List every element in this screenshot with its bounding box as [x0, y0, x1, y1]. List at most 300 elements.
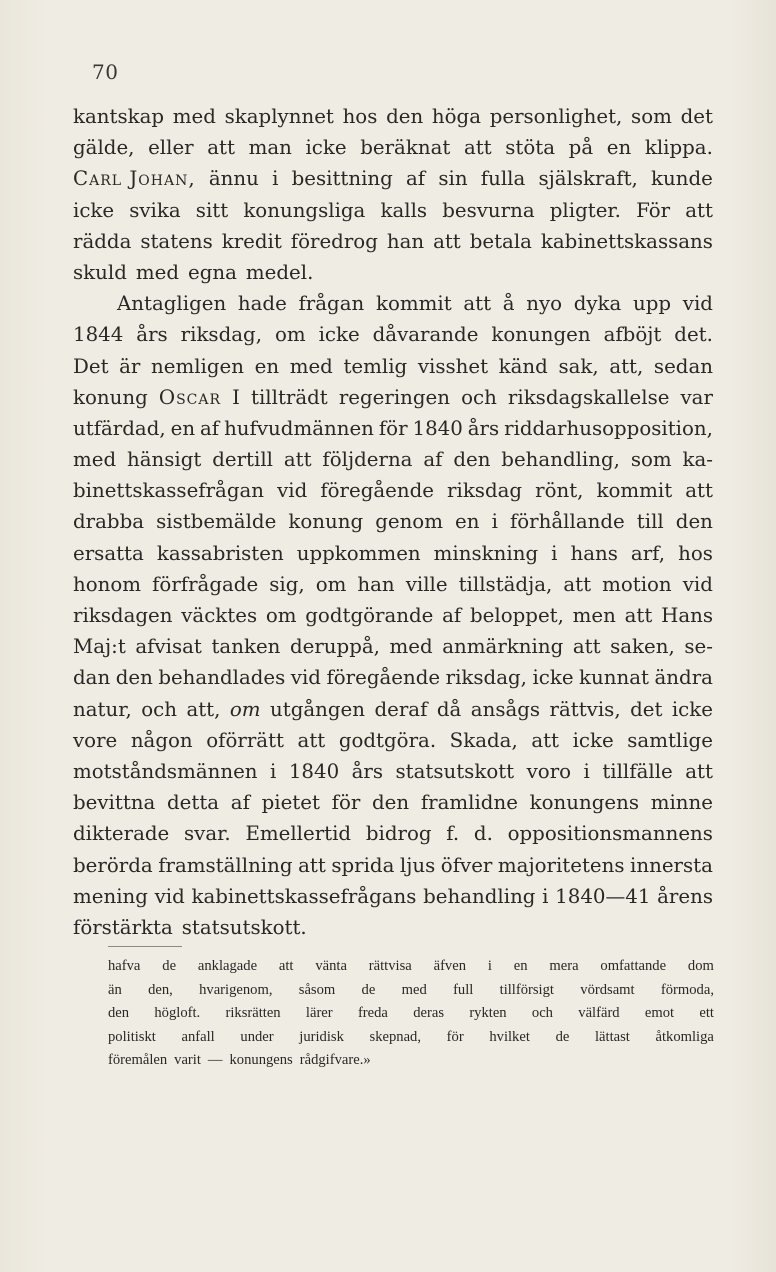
footnote-word: lättast — [595, 1028, 630, 1045]
footnote-word: — — [207, 1052, 223, 1069]
word: arf, — [630, 541, 666, 565]
word: anmärkning — [442, 635, 564, 659]
word: väcktes — [181, 604, 258, 627]
footnote-word: juridisk — [299, 1028, 344, 1045]
word: års — [467, 416, 500, 440]
word: med — [73, 448, 117, 472]
word: om — [265, 604, 297, 627]
footnote-word: full — [453, 981, 474, 998]
text-line — [73, 163, 713, 194]
word: visshet — [417, 354, 489, 378]
word: års — [136, 323, 168, 347]
footnote-word: under — [240, 1028, 274, 1045]
word: Oscar — [158, 385, 222, 409]
text-line — [73, 569, 713, 600]
word: konung — [73, 385, 148, 409]
word: vid — [290, 666, 321, 690]
word: pligter. — [549, 198, 621, 222]
word: sin — [438, 167, 468, 191]
word: en — [170, 416, 196, 440]
footnote-word: rättvisa — [368, 958, 412, 974]
word: vid — [154, 884, 185, 908]
word: personlighet, — [489, 105, 623, 128]
body-text — [73, 101, 713, 943]
text-line — [73, 538, 713, 569]
word: att — [297, 728, 326, 752]
word: det — [630, 697, 663, 721]
word: hänsigt — [127, 448, 202, 472]
word: dertill — [212, 448, 273, 472]
text-line — [73, 631, 713, 662]
word: sedan — [653, 354, 713, 378]
word: af — [423, 448, 443, 472]
word: tillfälle — [602, 759, 673, 783]
word: följderna — [322, 448, 413, 472]
word: att — [624, 604, 653, 627]
word: stöta — [505, 136, 556, 160]
word: af — [200, 416, 220, 440]
footnote-word: riksrätten — [225, 1005, 281, 1022]
word: att — [685, 479, 713, 503]
word: minne — [650, 791, 713, 815]
footnote-word: än — [108, 981, 122, 998]
word: för — [378, 416, 408, 440]
word: minskning — [433, 541, 539, 565]
footnote-word: omfattande — [600, 958, 667, 974]
footnote-word: deras — [413, 1005, 445, 1022]
word: frågan — [298, 292, 365, 316]
word: hos — [678, 541, 713, 565]
text-line — [73, 787, 713, 818]
word: temlig — [343, 354, 408, 378]
text-line — [73, 850, 713, 881]
footnote-word: den, — [148, 981, 173, 998]
word: någon — [130, 728, 193, 752]
word: detta — [167, 791, 220, 815]
word: i — [272, 167, 279, 191]
word: af — [230, 791, 250, 815]
footnote-word: välfärd — [578, 1005, 620, 1022]
word: sistbemälde — [156, 510, 277, 534]
text-line — [73, 912, 713, 943]
word: kabinettskassefrågans — [191, 884, 417, 908]
footnote-word: konungens — [229, 1052, 293, 1069]
word: var — [680, 385, 713, 409]
word: medel. — [245, 260, 314, 284]
word: vid — [682, 292, 713, 316]
text-line — [73, 382, 713, 413]
word: konungens — [529, 791, 640, 815]
word: det — [680, 105, 713, 128]
footnote-word: åtkomliga — [655, 1028, 714, 1045]
word: tillträdt — [251, 385, 328, 409]
word: en — [606, 136, 632, 160]
word: som — [630, 448, 672, 472]
word: men — [572, 604, 616, 627]
footnote-word: med — [401, 981, 427, 998]
word: saken, — [610, 635, 675, 659]
word: dikterade — [73, 822, 170, 846]
footnote-word: en — [513, 958, 528, 974]
word: föregående — [320, 479, 434, 503]
word: honom — [73, 572, 142, 596]
word: ka- — [682, 448, 713, 472]
word: känd — [498, 354, 548, 378]
word: att — [433, 229, 461, 253]
footnote-word: rådgifvare.» — [299, 1052, 371, 1069]
word: 1844 — [73, 323, 124, 347]
word: års — [351, 759, 384, 783]
word: Skada, — [449, 728, 518, 752]
word: att — [207, 136, 235, 160]
word: och — [461, 385, 497, 409]
word: gälde, — [73, 136, 135, 160]
footnote-word: mera — [549, 958, 579, 974]
word: med — [172, 105, 216, 128]
text-line — [73, 475, 713, 506]
footnote-word: de — [162, 958, 177, 974]
word: föredrog — [290, 229, 378, 253]
word: kabinettskassans — [540, 229, 713, 253]
word: riksdag — [447, 479, 523, 503]
word: om — [315, 572, 347, 596]
page-number: 70 — [92, 60, 119, 84]
word: kunnat — [579, 666, 649, 690]
word: motståndsmännen — [73, 759, 258, 783]
word: behandlades — [158, 666, 286, 690]
word: om — [229, 697, 261, 721]
word: att, — [186, 697, 221, 721]
word: förhållande — [509, 510, 625, 534]
word: binettskassefrågan — [73, 479, 265, 503]
word: det. — [674, 323, 713, 347]
text-line — [73, 351, 713, 382]
word: att — [563, 572, 592, 596]
word: Det — [73, 354, 109, 378]
word: framlidne — [420, 791, 518, 815]
word: han — [386, 229, 425, 253]
footnote-word: anklagade — [197, 958, 258, 974]
footnote-word: politiskt — [108, 1028, 156, 1045]
text-line — [73, 506, 713, 537]
word: oförrätt — [206, 728, 284, 752]
word: rättvis, — [549, 697, 621, 721]
word: den — [453, 448, 491, 472]
word: till — [636, 510, 664, 534]
word: eller — [148, 136, 194, 160]
footnote-word: högloft. — [154, 1005, 201, 1022]
word: att, — [609, 354, 644, 378]
word: kommit — [596, 479, 673, 503]
text-line — [73, 132, 713, 163]
footnote-word: hvarigenom, — [199, 981, 273, 998]
word: besvurna — [442, 198, 535, 222]
word: den — [115, 666, 153, 690]
footnote-word: äfven — [433, 958, 467, 974]
word: dåvarande — [372, 323, 479, 347]
word: hufvudmännen — [224, 416, 374, 440]
text-line — [73, 257, 713, 288]
word: riksdagskallelse — [507, 385, 670, 409]
text-line — [73, 319, 713, 350]
word: svika — [129, 198, 181, 222]
word: i — [551, 541, 558, 565]
footnote-word: lärer — [305, 1005, 333, 1022]
word: dan — [73, 666, 111, 690]
word: förstärkta — [73, 915, 173, 939]
word: den — [372, 791, 410, 815]
word: Carl Johan, — [73, 167, 196, 191]
word: bevittna — [73, 791, 156, 815]
word: ville — [405, 572, 448, 596]
word: i — [542, 884, 549, 908]
word: öfver — [440, 853, 493, 877]
word: I — [232, 385, 240, 409]
word: icke — [318, 323, 360, 347]
word: hans — [570, 541, 618, 565]
word: kredit — [221, 229, 282, 253]
word: höga — [431, 105, 481, 128]
word: om — [274, 323, 306, 347]
word: svar. — [184, 822, 231, 846]
footnote-word: ett — [699, 1005, 714, 1022]
word: den — [386, 105, 424, 128]
word: kassabristen — [156, 541, 284, 565]
footnote — [108, 955, 714, 1073]
word: betala — [469, 229, 532, 253]
word: uppkommen — [296, 541, 421, 565]
word: själskraft, — [538, 167, 638, 191]
word: tillstädja, — [458, 572, 553, 596]
word: sitt — [195, 198, 229, 222]
word: statens — [140, 229, 213, 253]
word: riksdag, — [445, 666, 527, 690]
word: beloppet, — [470, 604, 564, 627]
word: ännu — [208, 167, 259, 191]
footnote-word: rykten — [469, 1005, 507, 1022]
word: f. — [446, 822, 460, 846]
word: berörda — [73, 853, 153, 877]
footnote-word: anfall — [181, 1028, 215, 1045]
word: den — [675, 510, 713, 534]
word: riksdagen — [73, 604, 173, 627]
word: att — [463, 136, 492, 160]
word: deruppå, — [289, 635, 380, 659]
word: sprida — [331, 853, 395, 877]
word: konungen — [491, 323, 591, 347]
word: 1840 — [288, 759, 340, 783]
word: med — [135, 260, 180, 284]
word: motion — [602, 572, 672, 596]
word: i — [491, 510, 498, 534]
word: vid — [682, 572, 713, 596]
word: sig, — [269, 572, 305, 596]
word: innersta — [630, 853, 713, 877]
word: att — [463, 292, 492, 316]
word: beräknat — [360, 136, 451, 160]
text-line — [73, 413, 713, 444]
word: icke — [305, 136, 347, 160]
footnote-word: de — [555, 1028, 570, 1045]
footnote-word: vördsamt — [580, 981, 635, 998]
footnote-word: i — [487, 958, 492, 974]
word: Emellertid — [245, 822, 352, 846]
word: föregående — [326, 666, 441, 690]
word: å — [502, 292, 515, 316]
word: regeringen — [338, 385, 451, 409]
word: voro — [526, 759, 572, 783]
word: för — [331, 791, 361, 815]
word: egna — [188, 260, 237, 284]
word: icke — [572, 728, 614, 752]
word: För — [636, 198, 671, 222]
footnote-word: föremålen — [108, 1052, 168, 1069]
word: Antagligen — [117, 292, 227, 316]
word: godtgörande — [305, 604, 434, 627]
word: framställning — [158, 853, 293, 877]
word: ersatta — [73, 541, 144, 565]
word: riddarhusopposition, — [504, 416, 713, 440]
word: deraf — [374, 697, 428, 721]
word: i — [583, 759, 590, 783]
word: statsutskott. — [181, 915, 307, 939]
word: sak, — [558, 354, 599, 378]
footnote-word: freda — [357, 1005, 388, 1022]
word: mening — [73, 884, 148, 908]
word: afböjt — [603, 323, 662, 347]
word: att — [685, 198, 713, 222]
text-line — [73, 662, 713, 693]
word: majoritetens — [497, 853, 625, 877]
word: att — [298, 853, 326, 877]
word: ansågs — [470, 697, 541, 721]
text-line — [73, 226, 713, 257]
word: skaplynnet — [224, 105, 334, 128]
word: riksdag, — [180, 323, 262, 347]
text-line — [73, 881, 713, 912]
word: en — [254, 354, 280, 378]
footnote-word: de — [361, 981, 376, 998]
word: att — [685, 759, 713, 783]
footnote-word: den — [108, 1005, 130, 1022]
footnote-word: emot — [644, 1005, 675, 1022]
footnote-word: förmoda, — [660, 981, 714, 998]
word: skuld — [73, 260, 127, 284]
footnote-word: såsom — [298, 981, 336, 998]
footnote-word: dom — [687, 958, 714, 974]
word: kunde — [651, 167, 713, 191]
word: konung — [288, 510, 364, 534]
footnote-word: hvilket — [489, 1028, 530, 1045]
footnote-line — [108, 1026, 714, 1050]
word: vore — [73, 728, 118, 752]
word: utgången — [270, 697, 365, 721]
footnote-word: skepnad, — [369, 1028, 422, 1045]
word: årens — [657, 884, 713, 908]
word: en — [455, 510, 480, 534]
word: Maj:t — [73, 635, 126, 659]
word: förfrågade — [152, 572, 259, 596]
text-line — [73, 818, 713, 849]
word: se- — [684, 635, 713, 659]
footnote-line — [108, 979, 714, 1003]
word: icke — [532, 666, 574, 690]
word: att — [531, 728, 560, 752]
word: nyo — [526, 292, 563, 316]
word: rönt, — [535, 479, 584, 503]
word: ljus — [399, 853, 436, 877]
word: att — [572, 635, 601, 659]
word: hos — [342, 105, 378, 128]
word: icke — [73, 198, 115, 222]
word: behandling — [423, 884, 536, 908]
word: vid — [277, 479, 308, 503]
word: ändra — [654, 666, 713, 690]
text-line — [73, 600, 713, 631]
word: rädda — [73, 229, 132, 253]
word: är — [119, 354, 141, 378]
word: utfärdad, — [73, 416, 166, 440]
text-line — [73, 288, 713, 319]
word: med — [289, 354, 333, 378]
word: och — [141, 697, 177, 721]
text-line — [73, 756, 713, 787]
word: hade — [237, 292, 287, 316]
footnote-word: hafva — [108, 958, 141, 974]
word: behandling, — [501, 448, 620, 472]
word: i — [270, 759, 277, 783]
word: icke — [671, 697, 713, 721]
text-line — [73, 444, 713, 475]
text-line — [73, 195, 713, 226]
word: genom — [375, 510, 443, 534]
word: dyka — [573, 292, 622, 316]
word: bidrog — [365, 822, 432, 846]
footnote-word: för — [446, 1028, 464, 1045]
word: tanken — [211, 635, 281, 659]
word: pietet — [261, 791, 320, 815]
word: Hans — [661, 604, 713, 627]
word: nemligen — [151, 354, 244, 378]
word: drabba — [73, 510, 145, 534]
word: på — [568, 136, 594, 160]
word: kantskap — [73, 105, 165, 128]
footnote-word: varit — [174, 1052, 201, 1069]
word: af — [406, 167, 426, 191]
footnote-rule — [108, 946, 182, 947]
word: fulla — [480, 167, 526, 191]
text-line — [73, 694, 713, 725]
word: konungsliga — [243, 198, 366, 222]
word: samtlige — [627, 728, 713, 752]
word: med — [389, 635, 433, 659]
word: som — [631, 105, 672, 128]
word: upp — [633, 292, 672, 316]
footnote-line — [108, 1002, 714, 1026]
word: kalls — [380, 198, 428, 222]
word: statsutskott — [395, 759, 515, 783]
word: kommit — [375, 292, 452, 316]
word: af — [442, 604, 462, 627]
text-line — [73, 101, 713, 132]
footnote-line — [108, 955, 714, 979]
word: 1840—41 — [555, 884, 651, 908]
footnote-word: att — [278, 958, 294, 974]
footnote-word: vänta — [315, 958, 347, 974]
word: klippa. — [644, 136, 713, 160]
word: afvisat — [135, 635, 202, 659]
word: oppositionsmannens — [507, 822, 713, 846]
